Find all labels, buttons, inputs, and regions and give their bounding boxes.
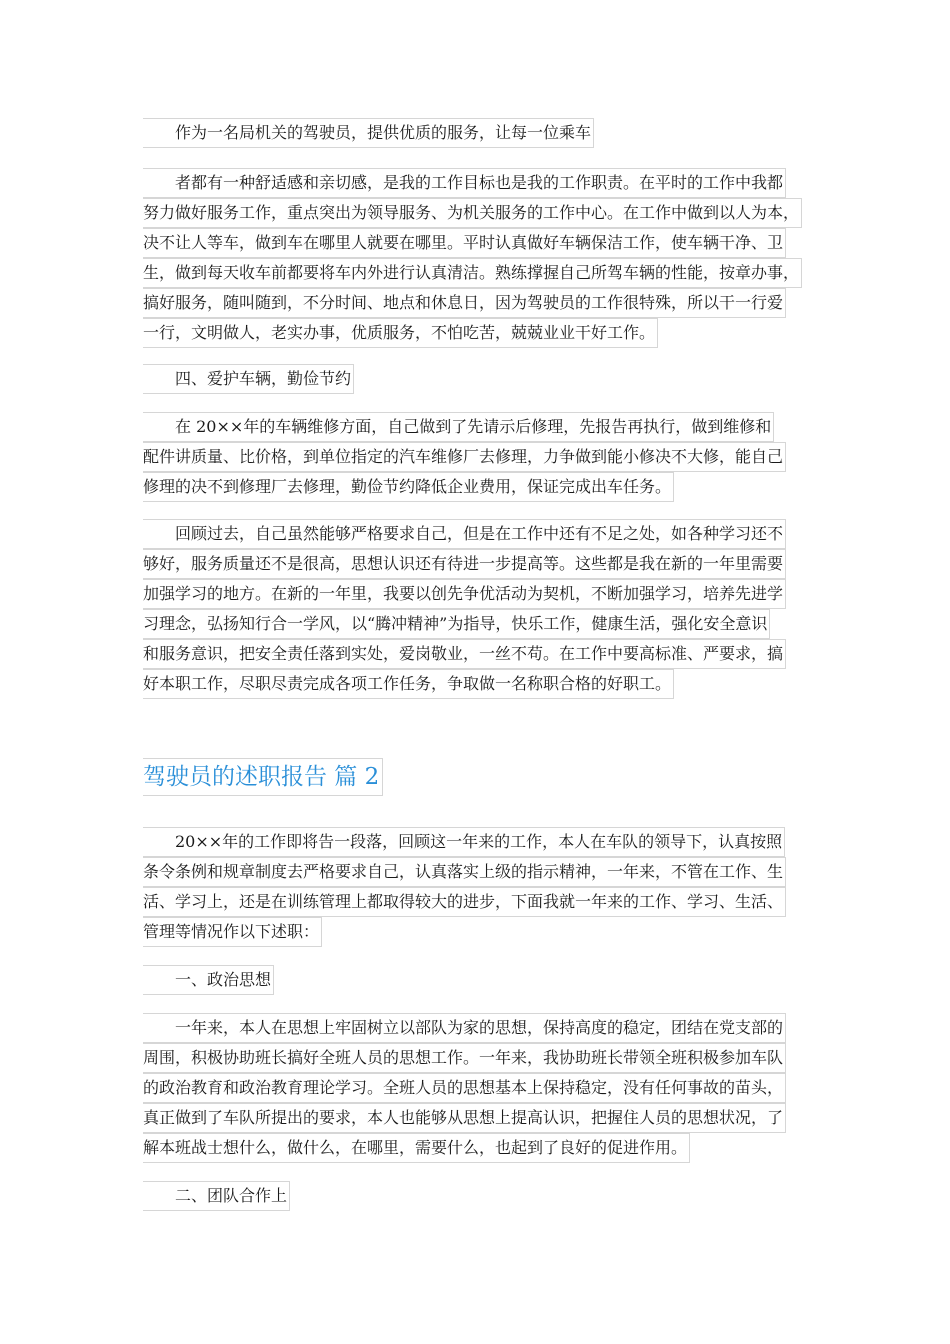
section-subheading	[143, 965, 274, 995]
paragraph	[143, 1013, 786, 1163]
text-line: 生，做到每天收车前都要将车内外进行认真清洁。熟练撑握自己所驾车辆的性能，按章办事，	[143, 258, 802, 288]
text-line: 活、学习上，还是在训练管理上都取得较大的进步，下面我就一年来的工作、学习、生活、	[143, 887, 786, 917]
section-subheading	[143, 1181, 290, 1211]
text-line: 四、爱护车辆，勤俭节约	[143, 364, 354, 394]
paragraph	[143, 412, 786, 502]
text-line: 修理的决不到修理厂去修理，勤俭节约降低企业费用，保证完成出车任务。	[143, 472, 786, 502]
text-line: 在 20××年的车辆维修方面，自己做到了先请示后修理，先报告再执行，做到维修和	[143, 412, 786, 442]
text-line: 够好，服务质量还不是很高，思想认识还有待进一步提高等。这些都是我在新的一年里需要	[143, 549, 786, 579]
text-line: 周围，积极协助班长搞好全班人员的思想工作。一年来，我协助班长带领全班积极参加车队	[143, 1043, 786, 1073]
text-line: 好本职工作，尽职尽责完成各项工作任务，争取做一名称职合格的好职工。	[143, 669, 786, 699]
text-line: 决不让人等车，做到车在哪里人就要在哪里。平时认真做好车辆保洁工作，使车辆干净、卫	[143, 228, 802, 258]
paragraph	[143, 519, 786, 699]
text-line: 和服务意识，把安全责任落到实处，爱岗敬业，一丝不苟。在工作中要高标准、严要求，搞	[143, 639, 786, 669]
text-line: 一行，文明做人，老实办事，优质服务，不怕吃苦，兢兢业业干好工作。	[143, 318, 802, 348]
paragraph	[143, 118, 594, 148]
text-line: 努力做好服务工作，重点突出为领导服务、为机关服务的工作中心。在工作中做到以人为本，	[143, 198, 802, 228]
text-line: 回顾过去，自己虽然能够严格要求自己，但是在工作中还有不足之处，如各种学习还不	[143, 519, 786, 549]
section-subheading	[143, 364, 354, 394]
section-heading: 驾驶员的述职报告 篇 2	[143, 758, 383, 796]
text-line: 一、政治思想	[143, 965, 274, 995]
text-line: 条令条例和规章制度去严格要求自己，认真落实上级的指示精神，一年来，不管在工作、生	[143, 857, 786, 887]
text-line: 加强学习的地方。在新的一年里，我要以创先争优活动为契机，不断加强学习，培养先进学	[143, 579, 786, 609]
paragraph	[143, 168, 802, 348]
text-line: 习理念，弘扬知行合一学风，以“腾冲精神”为指导，快乐工作，健康生活，强化安全意识	[143, 609, 786, 639]
paragraph	[143, 827, 786, 947]
text-line: 20××年的工作即将告一段落，回顾这一年来的工作，本人在车队的领导下，认真按照	[143, 827, 786, 857]
text-line: 解本班战士想什么，做什么，在哪里，需要什么，也起到了良好的促进作用。	[143, 1133, 786, 1163]
text-line: 的政治教育和政治教育理论学习。全班人员的思想基本上保持稳定，没有任何事故的苗头，	[143, 1073, 786, 1103]
text-line: 一年来，本人在思想上牢固树立以部队为家的思想，保持高度的稳定，团结在党支部的	[143, 1013, 786, 1043]
text-line: 管理等情况作以下述职：	[143, 917, 786, 947]
text-line: 搞好服务，随叫随到，不分时间、地点和休息日，因为驾驶员的工作很特殊，所以干一行爱	[143, 288, 802, 318]
text-line: 者都有一种舒适感和亲切感，是我的工作目标也是我的工作职责。在平时的工作中我都	[143, 168, 802, 198]
text-line: 二、团队合作上	[143, 1181, 290, 1211]
text-line: 配件讲质量、比价格，到单位指定的汽车维修厂去修理，力争做到能小修决不大修，能自己	[143, 442, 786, 472]
text-line: 真正做到了车队所提出的要求，本人也能够从思想上提高认识，把握住人员的思想状况，了	[143, 1103, 786, 1133]
text-line: 作为一名局机关的驾驶员，提供优质的服务，让每一位乘车	[143, 118, 594, 148]
